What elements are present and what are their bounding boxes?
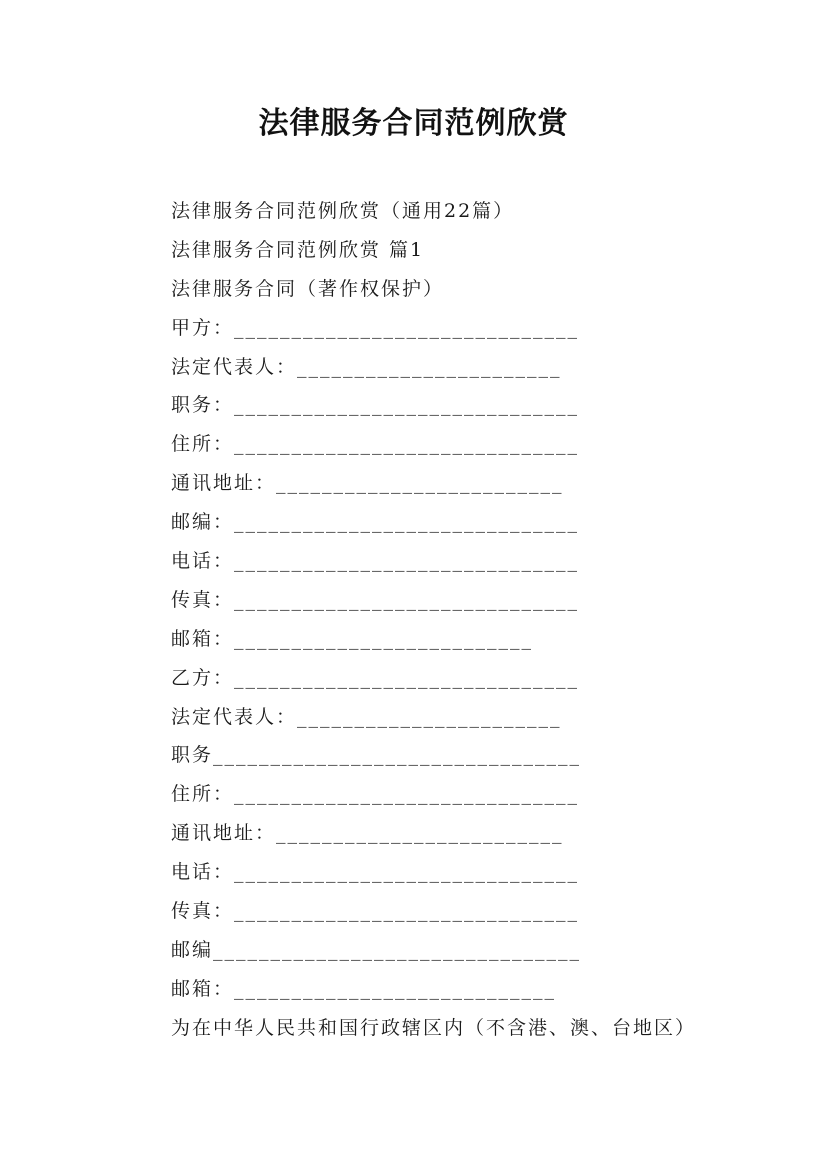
party-a-mailing-address-field: 通讯地址：_________________________ — [171, 472, 564, 495]
document-body — [171, 192, 771, 1048]
party-a-field: 甲方：______________________________ — [171, 316, 580, 339]
party-b-field: 乙方：______________________________ — [171, 666, 580, 689]
party-a-postcode-field: 邮编：______________________________ — [171, 511, 580, 534]
party-a-email-field: 邮箱：__________________________ — [171, 627, 534, 650]
subtitle-line: 法律服务合同范例欣赏（通用22篇） — [171, 200, 515, 222]
party-b-legal-rep-field: 法定代表人：_______________________ — [171, 705, 562, 728]
document-title: 法律服务合同范例欣赏 — [258, 106, 569, 141]
contract-name: 法律服务合同（著作权保护） — [171, 277, 445, 300]
party-b-mailing-address-field: 通讯地址：_________________________ — [171, 822, 564, 845]
party-b-email-field: 邮箱：____________________________ — [171, 977, 557, 1000]
body-paragraph: 为在中华人民共和国行政辖区内（不含港、澳、台地区） — [171, 1016, 697, 1039]
party-b-residence-field: 住所：______________________________ — [171, 783, 580, 806]
party-a-position-field: 职务：______________________________ — [171, 394, 580, 417]
party-b-fax-field: 传真：______________________________ — [171, 900, 580, 923]
section-heading: 法律服务合同范例欣赏 篇1 — [171, 238, 425, 261]
party-a-phone-field: 电话：______________________________ — [171, 550, 580, 573]
party-b-postcode-field: 邮编________________________________ — [171, 938, 582, 961]
party-b-position-field: 职务________________________________ — [171, 744, 582, 767]
party-a-residence-field: 住所：______________________________ — [171, 433, 580, 456]
party-b-phone-field: 电话：______________________________ — [171, 861, 580, 884]
party-a-legal-rep-field: 法定代表人：_______________________ — [171, 355, 562, 378]
party-a-fax-field: 传真：______________________________ — [171, 588, 580, 611]
